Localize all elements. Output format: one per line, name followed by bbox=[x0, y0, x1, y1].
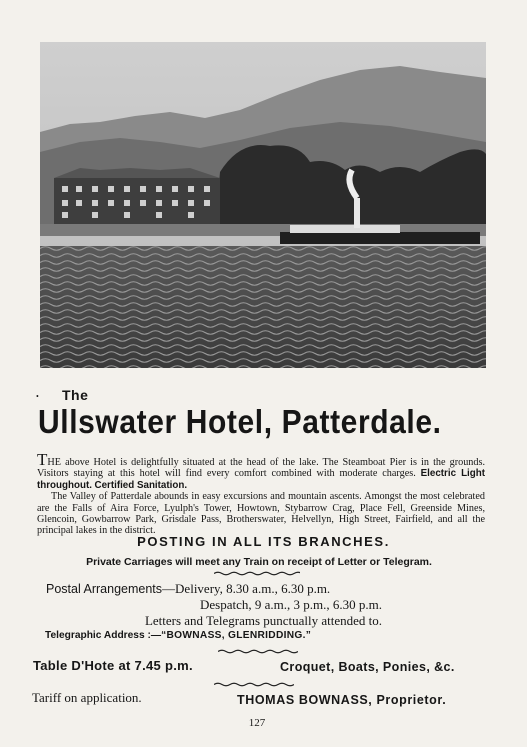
electric-light-note: Electric Light throughout. bbox=[37, 468, 486, 491]
postal-delivery: —Delivery, 8.30 a.m., 6.30 p.m. bbox=[162, 581, 331, 596]
amenities: Croquet, Boats, Ponies, &c. bbox=[280, 660, 455, 674]
proprietor: THOMAS BOWNASS, Proprietor. bbox=[237, 693, 447, 707]
divider-ornament bbox=[218, 649, 298, 654]
telegraphic-label: Telegraphic Address :— bbox=[45, 630, 162, 641]
description-p1: HE above Hotel is delightfully situated at the head of the lake. The Steamboat Pier is in the grounds. Visitors staying at this hotel will find every comfort combined with moderate charges. bbox=[37, 457, 485, 480]
page-number: 127 bbox=[248, 717, 266, 729]
telegraphic-value: “BOWNASS, GLENRIDDING.” bbox=[161, 630, 312, 641]
drop-cap: T bbox=[37, 450, 48, 469]
divider-ornament bbox=[214, 682, 294, 687]
print-speck: • bbox=[36, 392, 39, 401]
tariff-note: Tariff on application. bbox=[32, 690, 142, 705]
letters-note: Letters and Telegrams punctually attended to. bbox=[144, 613, 383, 628]
divider-ornament bbox=[214, 571, 300, 576]
hotel-title: Ullswater Hotel, Patterdale. bbox=[38, 404, 442, 441]
description-p2: The Valley of Patterdale abounds in easy excursions and mountain ascents. Amongst the most celebrated are the Falls of Aira Force, Lyulph's Tower, Howtown, Stybarrow Crag, Place Fell, Greenside Mines, Glencoin, Gowbarrow Park, Grisdale Pass, Brotherswater, Helvellyn, High Street, Fairfield, and all the principal lakes in the district. bbox=[37, 491, 485, 537]
sanitation-note: Certified Sanitation. bbox=[94, 479, 188, 491]
postal-despatch: Despatch, 9 a.m., 3 p.m., 6.30 p.m. bbox=[200, 597, 382, 612]
description-text bbox=[37, 450, 486, 537]
posting-heading: POSTING IN ALL ITS BRANCHES. bbox=[137, 534, 390, 549]
postal-label: Postal Arrangements bbox=[46, 582, 163, 596]
header-the: The bbox=[62, 387, 89, 403]
carriages-note: Private Carriages will meet any Train on receipt of Letter or Telegram. bbox=[86, 556, 432, 568]
postal-arrangements bbox=[46, 581, 330, 597]
table-dhote: Table D'Hote at 7.45 p.m. bbox=[33, 658, 193, 673]
hotel-lake-photo bbox=[40, 42, 486, 368]
telegraphic-address bbox=[45, 630, 311, 641]
